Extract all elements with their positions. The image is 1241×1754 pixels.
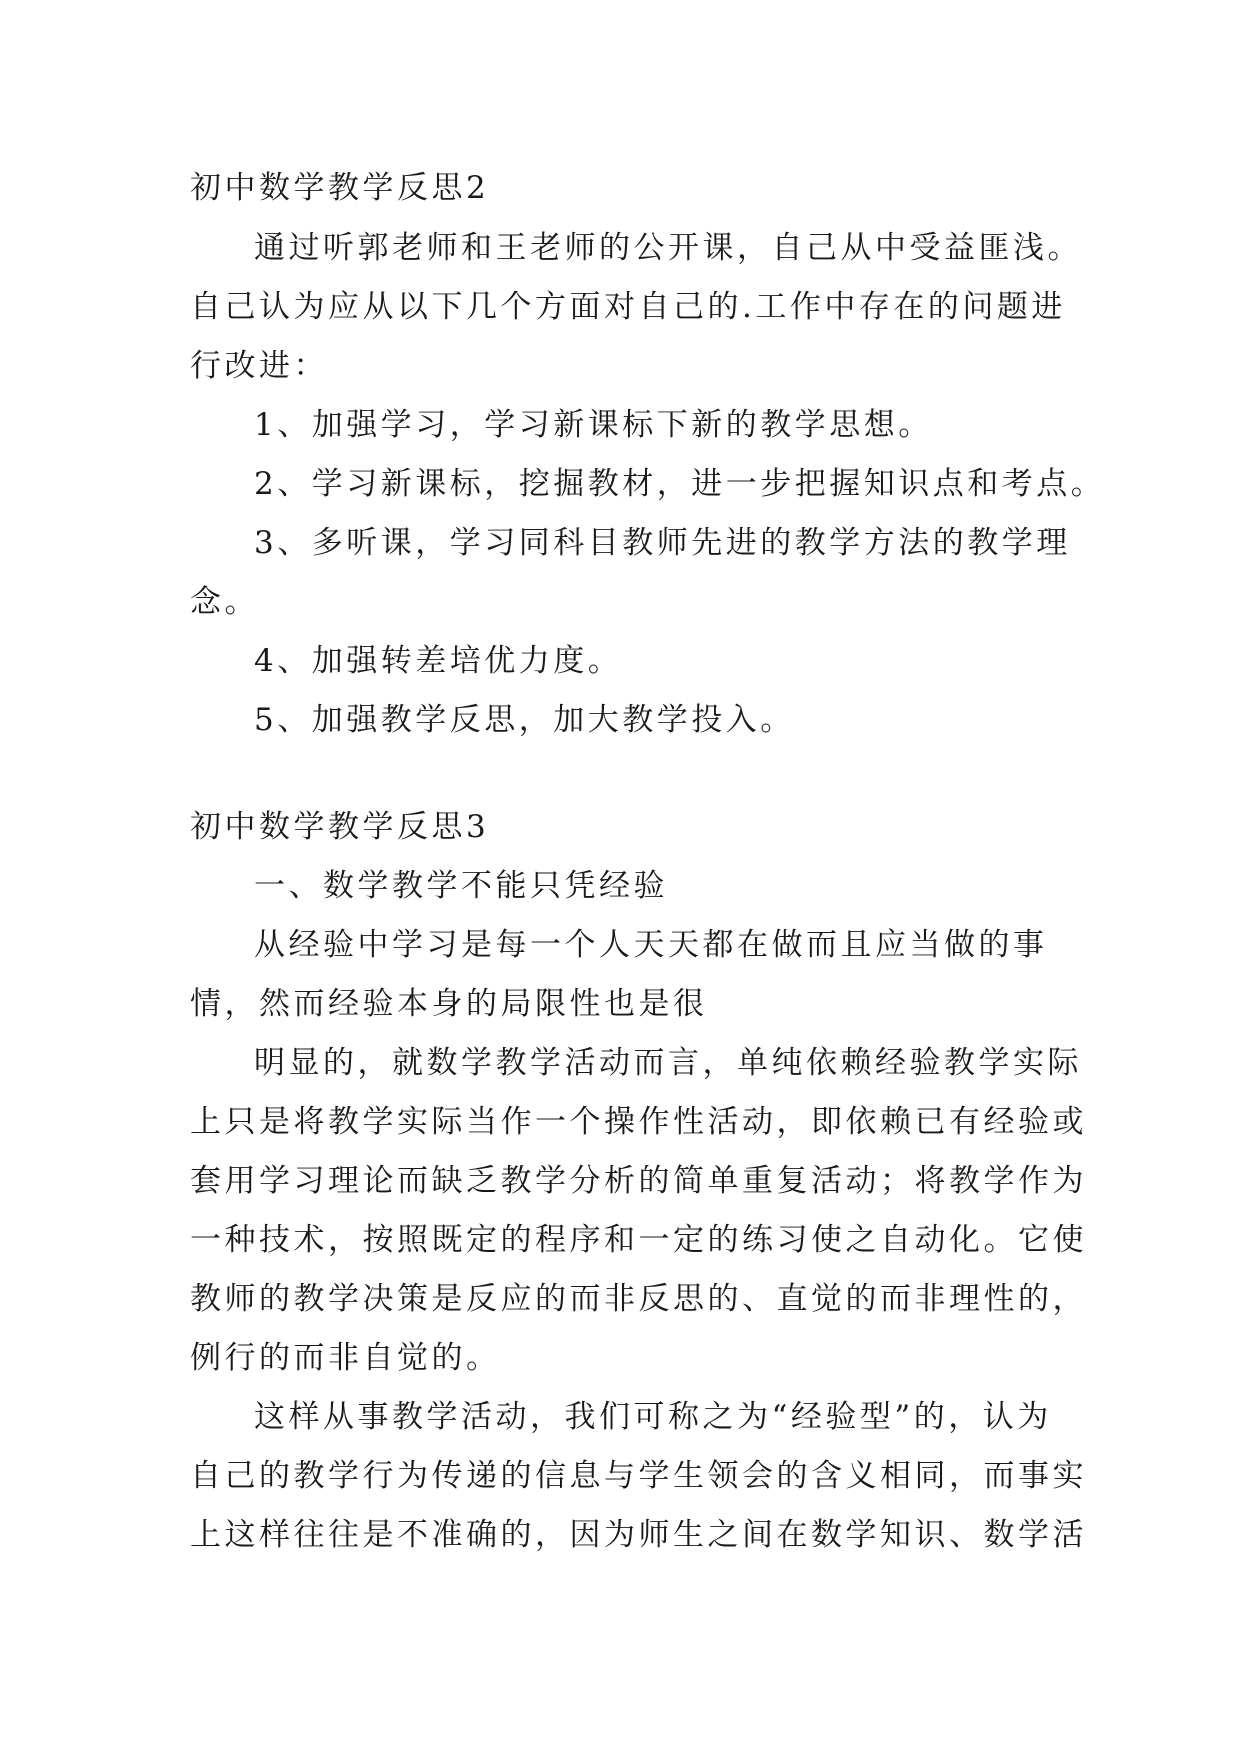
paragraph-line: 上只是将教学实际当作一个操作性活动，即依赖已有经验或 [190,1104,1087,1140]
paragraph-line: 行改进： [190,348,328,384]
subheading: 一、数学教学不能只凭经验 [254,868,668,904]
paragraph-line: 自己的教学行为传递的信息与学生领会的含义相同，而事实 [190,1458,1087,1494]
paragraph-line: 从经验中学习是每一个人天天都在做而且应当做的事 [254,927,1048,963]
list-item-continuation: 念。 [190,584,259,620]
paragraph-line: 自己认为应从以下几个方面对自己的.工作中存在的问题进 [190,289,1066,325]
list-item: 5、加强教学反思，加大教学投入。 [254,702,795,738]
list-item: 4、加强转差培优力度。 [254,643,623,679]
paragraph-line: 教师的教学决策是反应的而非反思的、直觉的而非理性的， [190,1281,1087,1317]
list-item: 2、学习新课标，挖掘教材，进一步把握知识点和考点。 [254,466,1106,502]
paragraph-line: 一种技术，按照既定的程序和一定的练习使之自动化。它使 [190,1222,1087,1258]
list-item: 1、加强学习，学习新课标下新的教学思想。 [254,407,933,443]
section-title: 初中数学教学反思3 [190,809,490,845]
paragraph-line: 情，然而经验本身的局限性也是很 [190,986,708,1022]
paragraph-line: 这样从事教学活动，我们可称之为“经验型”的，认为 [254,1399,1052,1435]
section-title: 初中数学教学反思2 [190,170,490,206]
paragraph-line: 通过听郭老师和王老师的公开课，自己从中受益匪浅。 [254,230,1082,266]
paragraph-line: 明显的，就数学教学活动而言，单纯依赖经验教学实际 [254,1045,1082,1081]
paragraph-line: 上这样往往是不准确的，因为师生之间在数学知识、数学活 [190,1517,1087,1553]
paragraph-line: 例行的而非自觉的。 [190,1340,501,1376]
list-item: 3、多听课，学习同科目教师先进的教学方法的教学理 [254,525,1071,561]
paragraph-line: 套用学习理论而缺乏教学分析的简单重复活动；将教学作为 [190,1163,1087,1199]
